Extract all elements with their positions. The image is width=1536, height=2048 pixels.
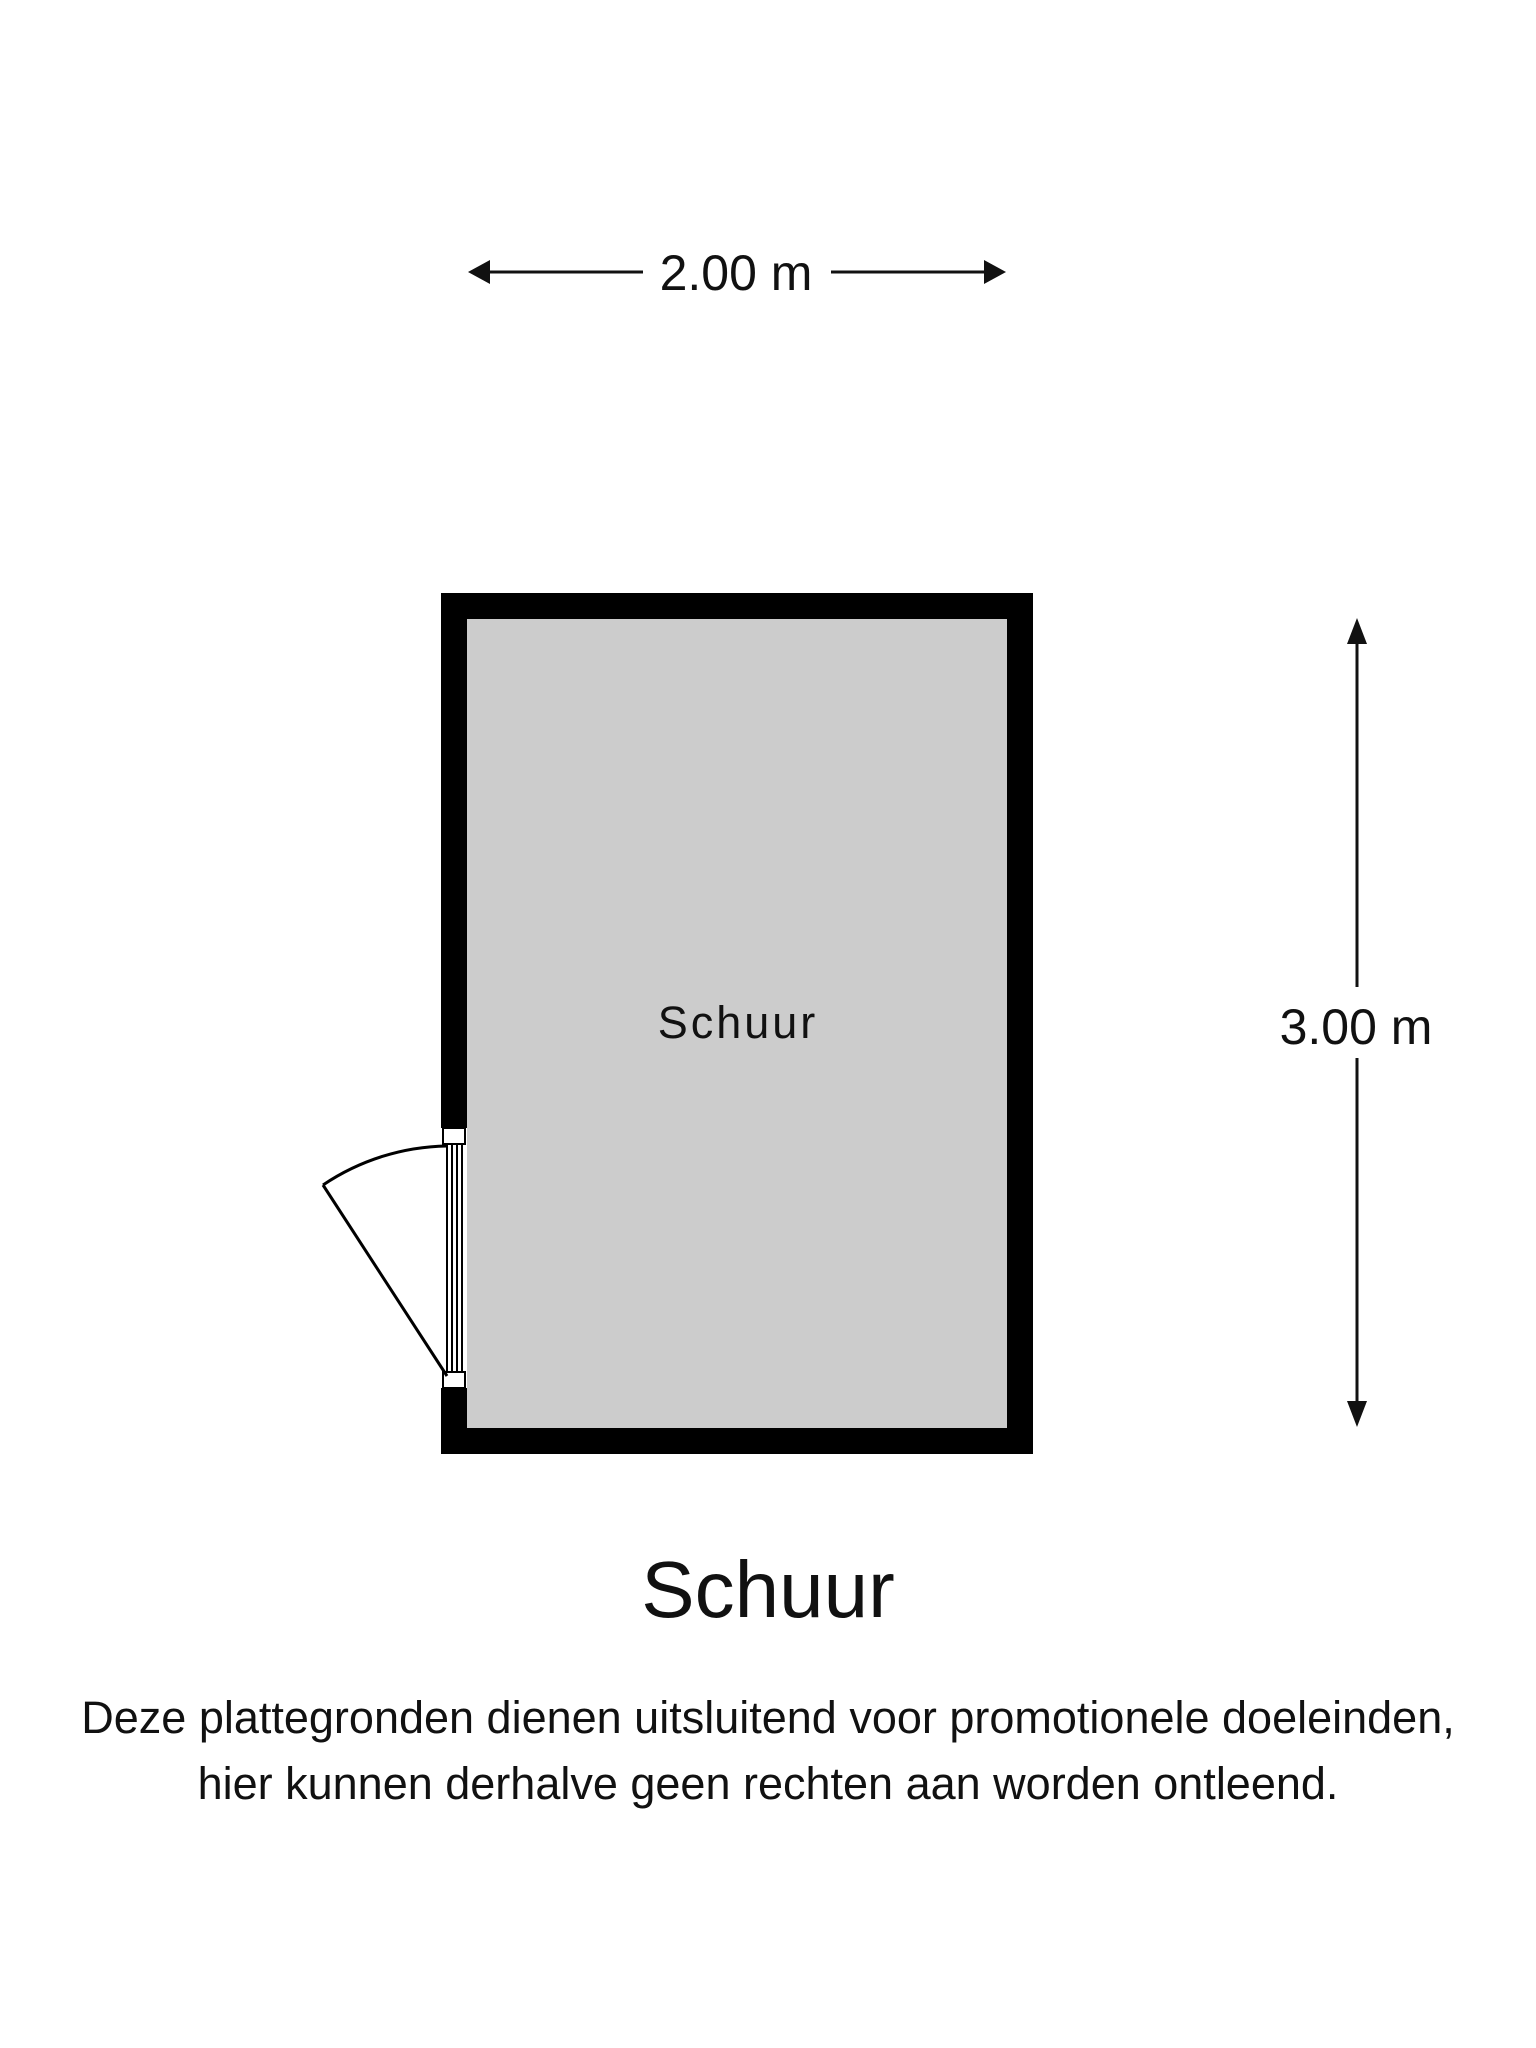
room-label: Schuur <box>657 997 819 1048</box>
height-arrow-bottom <box>1347 1401 1367 1427</box>
door-swing-arc <box>323 1146 447 1185</box>
door-leaf <box>323 1185 447 1376</box>
door <box>323 1128 467 1388</box>
door-opening <box>441 1128 467 1388</box>
height-dimension <box>1280 618 1433 1427</box>
disclaimer-line-1: Deze plattegronden dienen uitsluitend voor promotionele doeleinden, <box>81 1692 1455 1743</box>
width-dimension-label: 2.00 m <box>659 245 813 301</box>
width-arrow-right <box>984 260 1006 284</box>
disclaimer-line-2: hier kunnen derhalve geen rechten aan worden ontleend. <box>197 1758 1339 1809</box>
height-dimension-label: 3.00 m <box>1279 999 1433 1055</box>
plan-title: Schuur <box>641 1545 895 1634</box>
door-jamb-top <box>443 1128 465 1144</box>
width-dimension <box>468 245 1006 301</box>
disclaimer <box>0 1685 1536 1817</box>
room-schuur <box>441 593 1033 1454</box>
